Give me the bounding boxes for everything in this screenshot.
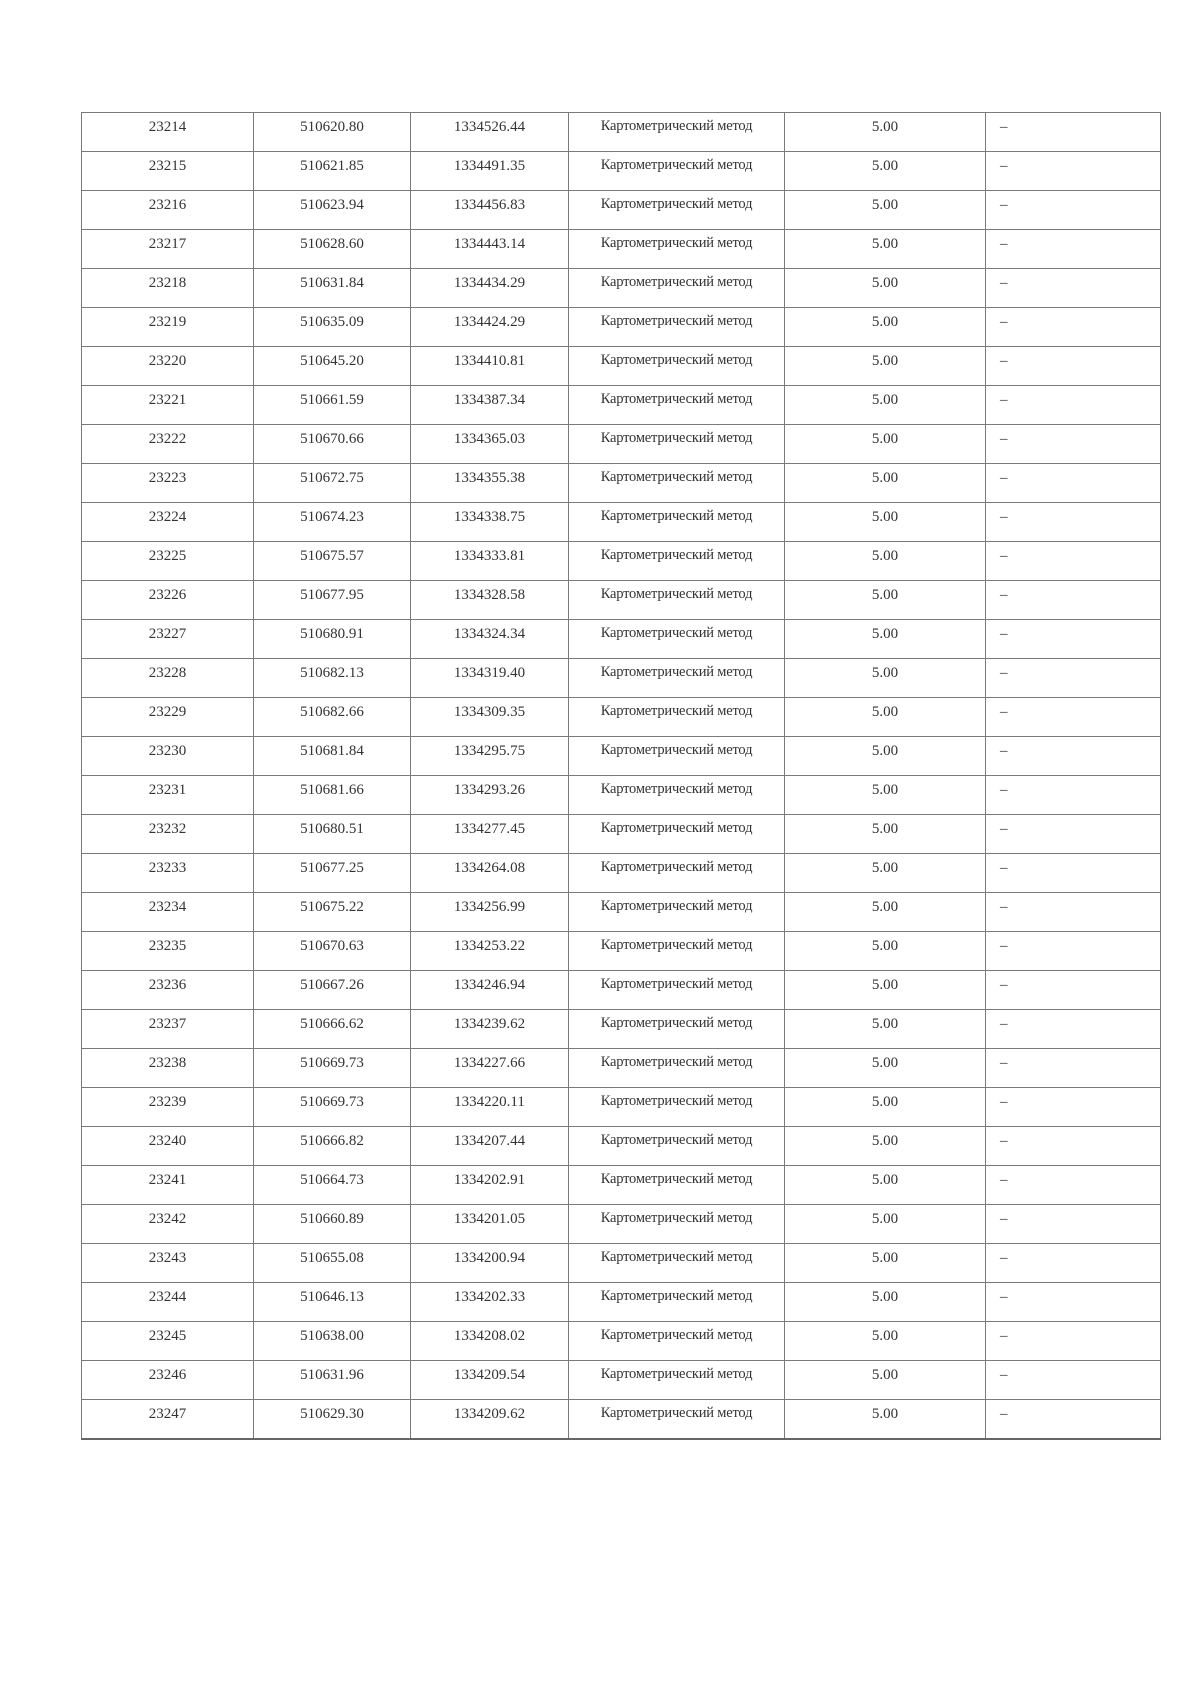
table-row (82, 971, 1161, 1010)
y-coordinate-cell: 1334410.81 (411, 347, 569, 386)
coordinates-table-body (82, 113, 1161, 1439)
accuracy-cell: 5.00 (785, 815, 986, 854)
y-coordinate-cell: 1334295.75 (411, 737, 569, 776)
method-cell: Картометрический метод (569, 542, 785, 581)
table-row (82, 1049, 1161, 1088)
accuracy-cell: 5.00 (785, 1010, 986, 1049)
x-coordinate-cell: 510623.94 (254, 191, 411, 230)
point-number-cell: 23238 (82, 1049, 254, 1088)
table-row (82, 347, 1161, 386)
table-row (82, 269, 1161, 308)
table-row (82, 152, 1161, 191)
accuracy-cell: 5.00 (785, 893, 986, 932)
method-cell: Картометрический метод (569, 620, 785, 659)
x-coordinate-cell: 510682.13 (254, 659, 411, 698)
note-cell: – (986, 347, 1161, 386)
accuracy-cell: 5.00 (785, 1127, 986, 1166)
y-coordinate-cell: 1334277.45 (411, 815, 569, 854)
y-coordinate-cell: 1334424.29 (411, 308, 569, 347)
note-cell: – (986, 1322, 1161, 1361)
x-coordinate-cell: 510621.85 (254, 152, 411, 191)
method-cell: Картометрический метод (569, 1283, 785, 1322)
accuracy-cell: 5.00 (785, 542, 986, 581)
y-coordinate-cell: 1334293.26 (411, 776, 569, 815)
method-cell: Картометрический метод (569, 386, 785, 425)
point-number-cell: 23216 (82, 191, 254, 230)
table-row (82, 386, 1161, 425)
x-coordinate-cell: 510681.84 (254, 737, 411, 776)
accuracy-cell: 5.00 (785, 620, 986, 659)
point-number-cell: 23245 (82, 1322, 254, 1361)
table-row (82, 1088, 1161, 1127)
point-number-cell: 23241 (82, 1166, 254, 1205)
accuracy-cell: 5.00 (785, 386, 986, 425)
method-cell: Картометрический метод (569, 1400, 785, 1439)
point-number-cell: 23227 (82, 620, 254, 659)
table-row (82, 698, 1161, 737)
point-number-cell: 23223 (82, 464, 254, 503)
method-cell: Картометрический метод (569, 1244, 785, 1283)
x-coordinate-cell: 510680.51 (254, 815, 411, 854)
table-row (82, 425, 1161, 464)
point-number-cell: 23224 (82, 503, 254, 542)
accuracy-cell: 5.00 (785, 425, 986, 464)
x-coordinate-cell: 510670.66 (254, 425, 411, 464)
note-cell: – (986, 1088, 1161, 1127)
accuracy-cell: 5.00 (785, 1049, 986, 1088)
point-number-cell: 23214 (82, 113, 254, 152)
method-cell: Картометрический метод (569, 659, 785, 698)
note-cell: – (986, 893, 1161, 932)
y-coordinate-cell: 1334443.14 (411, 230, 569, 269)
method-cell: Картометрический метод (569, 1322, 785, 1361)
x-coordinate-cell: 510646.13 (254, 1283, 411, 1322)
table-row (82, 191, 1161, 230)
method-cell: Картометрический метод (569, 308, 785, 347)
note-cell: – (986, 386, 1161, 425)
x-coordinate-cell: 510675.22 (254, 893, 411, 932)
y-coordinate-cell: 1334253.22 (411, 932, 569, 971)
x-coordinate-cell: 510620.80 (254, 113, 411, 152)
note-cell: – (986, 191, 1161, 230)
table-row (82, 776, 1161, 815)
note-cell: – (986, 464, 1161, 503)
note-cell: – (986, 971, 1161, 1010)
note-cell: – (986, 542, 1161, 581)
point-number-cell: 23220 (82, 347, 254, 386)
note-cell: – (986, 503, 1161, 542)
method-cell: Картометрический метод (569, 581, 785, 620)
x-coordinate-cell: 510681.66 (254, 776, 411, 815)
y-coordinate-cell: 1334434.29 (411, 269, 569, 308)
method-cell: Картометрический метод (569, 1205, 785, 1244)
y-coordinate-cell: 1334526.44 (411, 113, 569, 152)
accuracy-cell: 5.00 (785, 464, 986, 503)
accuracy-cell: 5.00 (785, 308, 986, 347)
point-number-cell: 23215 (82, 152, 254, 191)
table-row (82, 1322, 1161, 1361)
table-row (82, 230, 1161, 269)
y-coordinate-cell: 1334309.35 (411, 698, 569, 737)
point-number-cell: 23244 (82, 1283, 254, 1322)
y-coordinate-cell: 1334209.54 (411, 1361, 569, 1400)
coordinates-table (81, 112, 1161, 1440)
method-cell: Картометрический метод (569, 152, 785, 191)
x-coordinate-cell: 510674.23 (254, 503, 411, 542)
table-row (82, 659, 1161, 698)
accuracy-cell: 5.00 (785, 269, 986, 308)
point-number-cell: 23242 (82, 1205, 254, 1244)
x-coordinate-cell: 510666.62 (254, 1010, 411, 1049)
point-number-cell: 23236 (82, 971, 254, 1010)
accuracy-cell: 5.00 (785, 932, 986, 971)
accuracy-cell: 5.00 (785, 1205, 986, 1244)
table-row (82, 542, 1161, 581)
y-coordinate-cell: 1334264.08 (411, 854, 569, 893)
point-number-cell: 23230 (82, 737, 254, 776)
y-coordinate-cell: 1334328.58 (411, 581, 569, 620)
x-coordinate-cell: 510631.84 (254, 269, 411, 308)
point-number-cell: 23233 (82, 854, 254, 893)
table-row (82, 620, 1161, 659)
table-row (82, 581, 1161, 620)
point-number-cell: 23247 (82, 1400, 254, 1439)
x-coordinate-cell: 510682.66 (254, 698, 411, 737)
x-coordinate-cell: 510680.91 (254, 620, 411, 659)
accuracy-cell: 5.00 (785, 737, 986, 776)
note-cell: – (986, 737, 1161, 776)
accuracy-cell: 5.00 (785, 113, 986, 152)
point-number-cell: 23221 (82, 386, 254, 425)
note-cell: – (986, 1010, 1161, 1049)
accuracy-cell: 5.00 (785, 1166, 986, 1205)
accuracy-cell: 5.00 (785, 971, 986, 1010)
y-coordinate-cell: 1334246.94 (411, 971, 569, 1010)
y-coordinate-cell: 1334201.05 (411, 1205, 569, 1244)
note-cell: – (986, 1127, 1161, 1166)
x-coordinate-cell: 510667.26 (254, 971, 411, 1010)
table-row (82, 308, 1161, 347)
point-number-cell: 23217 (82, 230, 254, 269)
point-number-cell: 23234 (82, 893, 254, 932)
y-coordinate-cell: 1334202.33 (411, 1283, 569, 1322)
point-number-cell: 23219 (82, 308, 254, 347)
table-row (82, 815, 1161, 854)
y-coordinate-cell: 1334200.94 (411, 1244, 569, 1283)
x-coordinate-cell: 510677.95 (254, 581, 411, 620)
x-coordinate-cell: 510628.60 (254, 230, 411, 269)
method-cell: Картометрический метод (569, 1166, 785, 1205)
accuracy-cell: 5.00 (785, 1361, 986, 1400)
x-coordinate-cell: 510670.63 (254, 932, 411, 971)
accuracy-cell: 5.00 (785, 503, 986, 542)
x-coordinate-cell: 510629.30 (254, 1400, 411, 1439)
y-coordinate-cell: 1334319.40 (411, 659, 569, 698)
x-coordinate-cell: 510664.73 (254, 1166, 411, 1205)
accuracy-cell: 5.00 (785, 191, 986, 230)
x-coordinate-cell: 510677.25 (254, 854, 411, 893)
point-number-cell: 23246 (82, 1361, 254, 1400)
accuracy-cell: 5.00 (785, 1400, 986, 1439)
point-number-cell: 23240 (82, 1127, 254, 1166)
accuracy-cell: 5.00 (785, 1322, 986, 1361)
note-cell: – (986, 698, 1161, 737)
x-coordinate-cell: 510669.73 (254, 1088, 411, 1127)
method-cell: Картометрический метод (569, 1127, 785, 1166)
note-cell: – (986, 152, 1161, 191)
point-number-cell: 23229 (82, 698, 254, 737)
x-coordinate-cell: 510638.00 (254, 1322, 411, 1361)
note-cell: – (986, 1205, 1161, 1244)
method-cell: Картометрический метод (569, 698, 785, 737)
accuracy-cell: 5.00 (785, 152, 986, 191)
y-coordinate-cell: 1334220.11 (411, 1088, 569, 1127)
y-coordinate-cell: 1334227.66 (411, 1049, 569, 1088)
note-cell: – (986, 308, 1161, 347)
point-number-cell: 23226 (82, 581, 254, 620)
table-row (82, 1283, 1161, 1322)
x-coordinate-cell: 510631.96 (254, 1361, 411, 1400)
y-coordinate-cell: 1334491.35 (411, 152, 569, 191)
note-cell: – (986, 1049, 1161, 1088)
note-cell: – (986, 1244, 1161, 1283)
note-cell: – (986, 776, 1161, 815)
y-coordinate-cell: 1334208.02 (411, 1322, 569, 1361)
point-number-cell: 23243 (82, 1244, 254, 1283)
accuracy-cell: 5.00 (785, 698, 986, 737)
table-row (82, 854, 1161, 893)
table-row (82, 893, 1161, 932)
note-cell: – (986, 815, 1161, 854)
x-coordinate-cell: 510655.08 (254, 1244, 411, 1283)
table-row (82, 1127, 1161, 1166)
method-cell: Картометрический метод (569, 1361, 785, 1400)
table-row (82, 1205, 1161, 1244)
note-cell: – (986, 854, 1161, 893)
y-coordinate-cell: 1334207.44 (411, 1127, 569, 1166)
y-coordinate-cell: 1334456.83 (411, 191, 569, 230)
point-number-cell: 23218 (82, 269, 254, 308)
note-cell: – (986, 1166, 1161, 1205)
accuracy-cell: 5.00 (785, 230, 986, 269)
y-coordinate-cell: 1334256.99 (411, 893, 569, 932)
x-coordinate-cell: 510661.59 (254, 386, 411, 425)
y-coordinate-cell: 1334387.34 (411, 386, 569, 425)
y-coordinate-cell: 1334209.62 (411, 1400, 569, 1439)
note-cell: – (986, 659, 1161, 698)
table-row (82, 1361, 1161, 1400)
x-coordinate-cell: 510672.75 (254, 464, 411, 503)
method-cell: Картометрический метод (569, 1088, 785, 1127)
accuracy-cell: 5.00 (785, 1244, 986, 1283)
x-coordinate-cell: 510660.89 (254, 1205, 411, 1244)
y-coordinate-cell: 1334239.62 (411, 1010, 569, 1049)
table-row (82, 464, 1161, 503)
x-coordinate-cell: 510666.82 (254, 1127, 411, 1166)
note-cell: – (986, 113, 1161, 152)
note-cell: – (986, 269, 1161, 308)
method-cell: Картометрический метод (569, 269, 785, 308)
point-number-cell: 23237 (82, 1010, 254, 1049)
note-cell: – (986, 932, 1161, 971)
table-row (82, 503, 1161, 542)
table-row (82, 1166, 1161, 1205)
y-coordinate-cell: 1334202.91 (411, 1166, 569, 1205)
method-cell: Картометрический метод (569, 1010, 785, 1049)
method-cell: Картометрический метод (569, 347, 785, 386)
point-number-cell: 23231 (82, 776, 254, 815)
method-cell: Картометрический метод (569, 815, 785, 854)
method-cell: Картометрический метод (569, 113, 785, 152)
point-number-cell: 23235 (82, 932, 254, 971)
point-number-cell: 23232 (82, 815, 254, 854)
note-cell: – (986, 581, 1161, 620)
x-coordinate-cell: 510675.57 (254, 542, 411, 581)
method-cell: Картометрический метод (569, 230, 785, 269)
method-cell: Картометрический метод (569, 503, 785, 542)
table-row (82, 1244, 1161, 1283)
method-cell: Картометрический метод (569, 464, 785, 503)
note-cell: – (986, 230, 1161, 269)
y-coordinate-cell: 1334338.75 (411, 503, 569, 542)
method-cell: Картометрический метод (569, 893, 785, 932)
method-cell: Картометрический метод (569, 191, 785, 230)
method-cell: Картометрический метод (569, 737, 785, 776)
method-cell: Картометрический метод (569, 776, 785, 815)
y-coordinate-cell: 1334355.38 (411, 464, 569, 503)
point-number-cell: 23239 (82, 1088, 254, 1127)
point-number-cell: 23225 (82, 542, 254, 581)
note-cell: – (986, 1283, 1161, 1322)
accuracy-cell: 5.00 (785, 659, 986, 698)
note-cell: – (986, 425, 1161, 464)
table-row (82, 737, 1161, 776)
method-cell: Картометрический метод (569, 1049, 785, 1088)
y-coordinate-cell: 1334324.34 (411, 620, 569, 659)
point-number-cell: 23228 (82, 659, 254, 698)
method-cell: Картометрический метод (569, 425, 785, 464)
y-coordinate-cell: 1334333.81 (411, 542, 569, 581)
method-cell: Картометрический метод (569, 932, 785, 971)
accuracy-cell: 5.00 (785, 1088, 986, 1127)
method-cell: Картометрический метод (569, 854, 785, 893)
note-cell: – (986, 1361, 1161, 1400)
x-coordinate-cell: 510635.09 (254, 308, 411, 347)
table-row (82, 932, 1161, 971)
method-cell: Картометрический метод (569, 971, 785, 1010)
y-coordinate-cell: 1334365.03 (411, 425, 569, 464)
x-coordinate-cell: 510645.20 (254, 347, 411, 386)
x-coordinate-cell: 510669.73 (254, 1049, 411, 1088)
accuracy-cell: 5.00 (785, 347, 986, 386)
table-row (82, 1010, 1161, 1049)
accuracy-cell: 5.00 (785, 581, 986, 620)
table-row (82, 113, 1161, 152)
point-number-cell: 23222 (82, 425, 254, 464)
note-cell: – (986, 620, 1161, 659)
accuracy-cell: 5.00 (785, 854, 986, 893)
table-row (82, 1400, 1161, 1439)
note-cell: – (986, 1400, 1161, 1439)
accuracy-cell: 5.00 (785, 1283, 986, 1322)
accuracy-cell: 5.00 (785, 776, 986, 815)
